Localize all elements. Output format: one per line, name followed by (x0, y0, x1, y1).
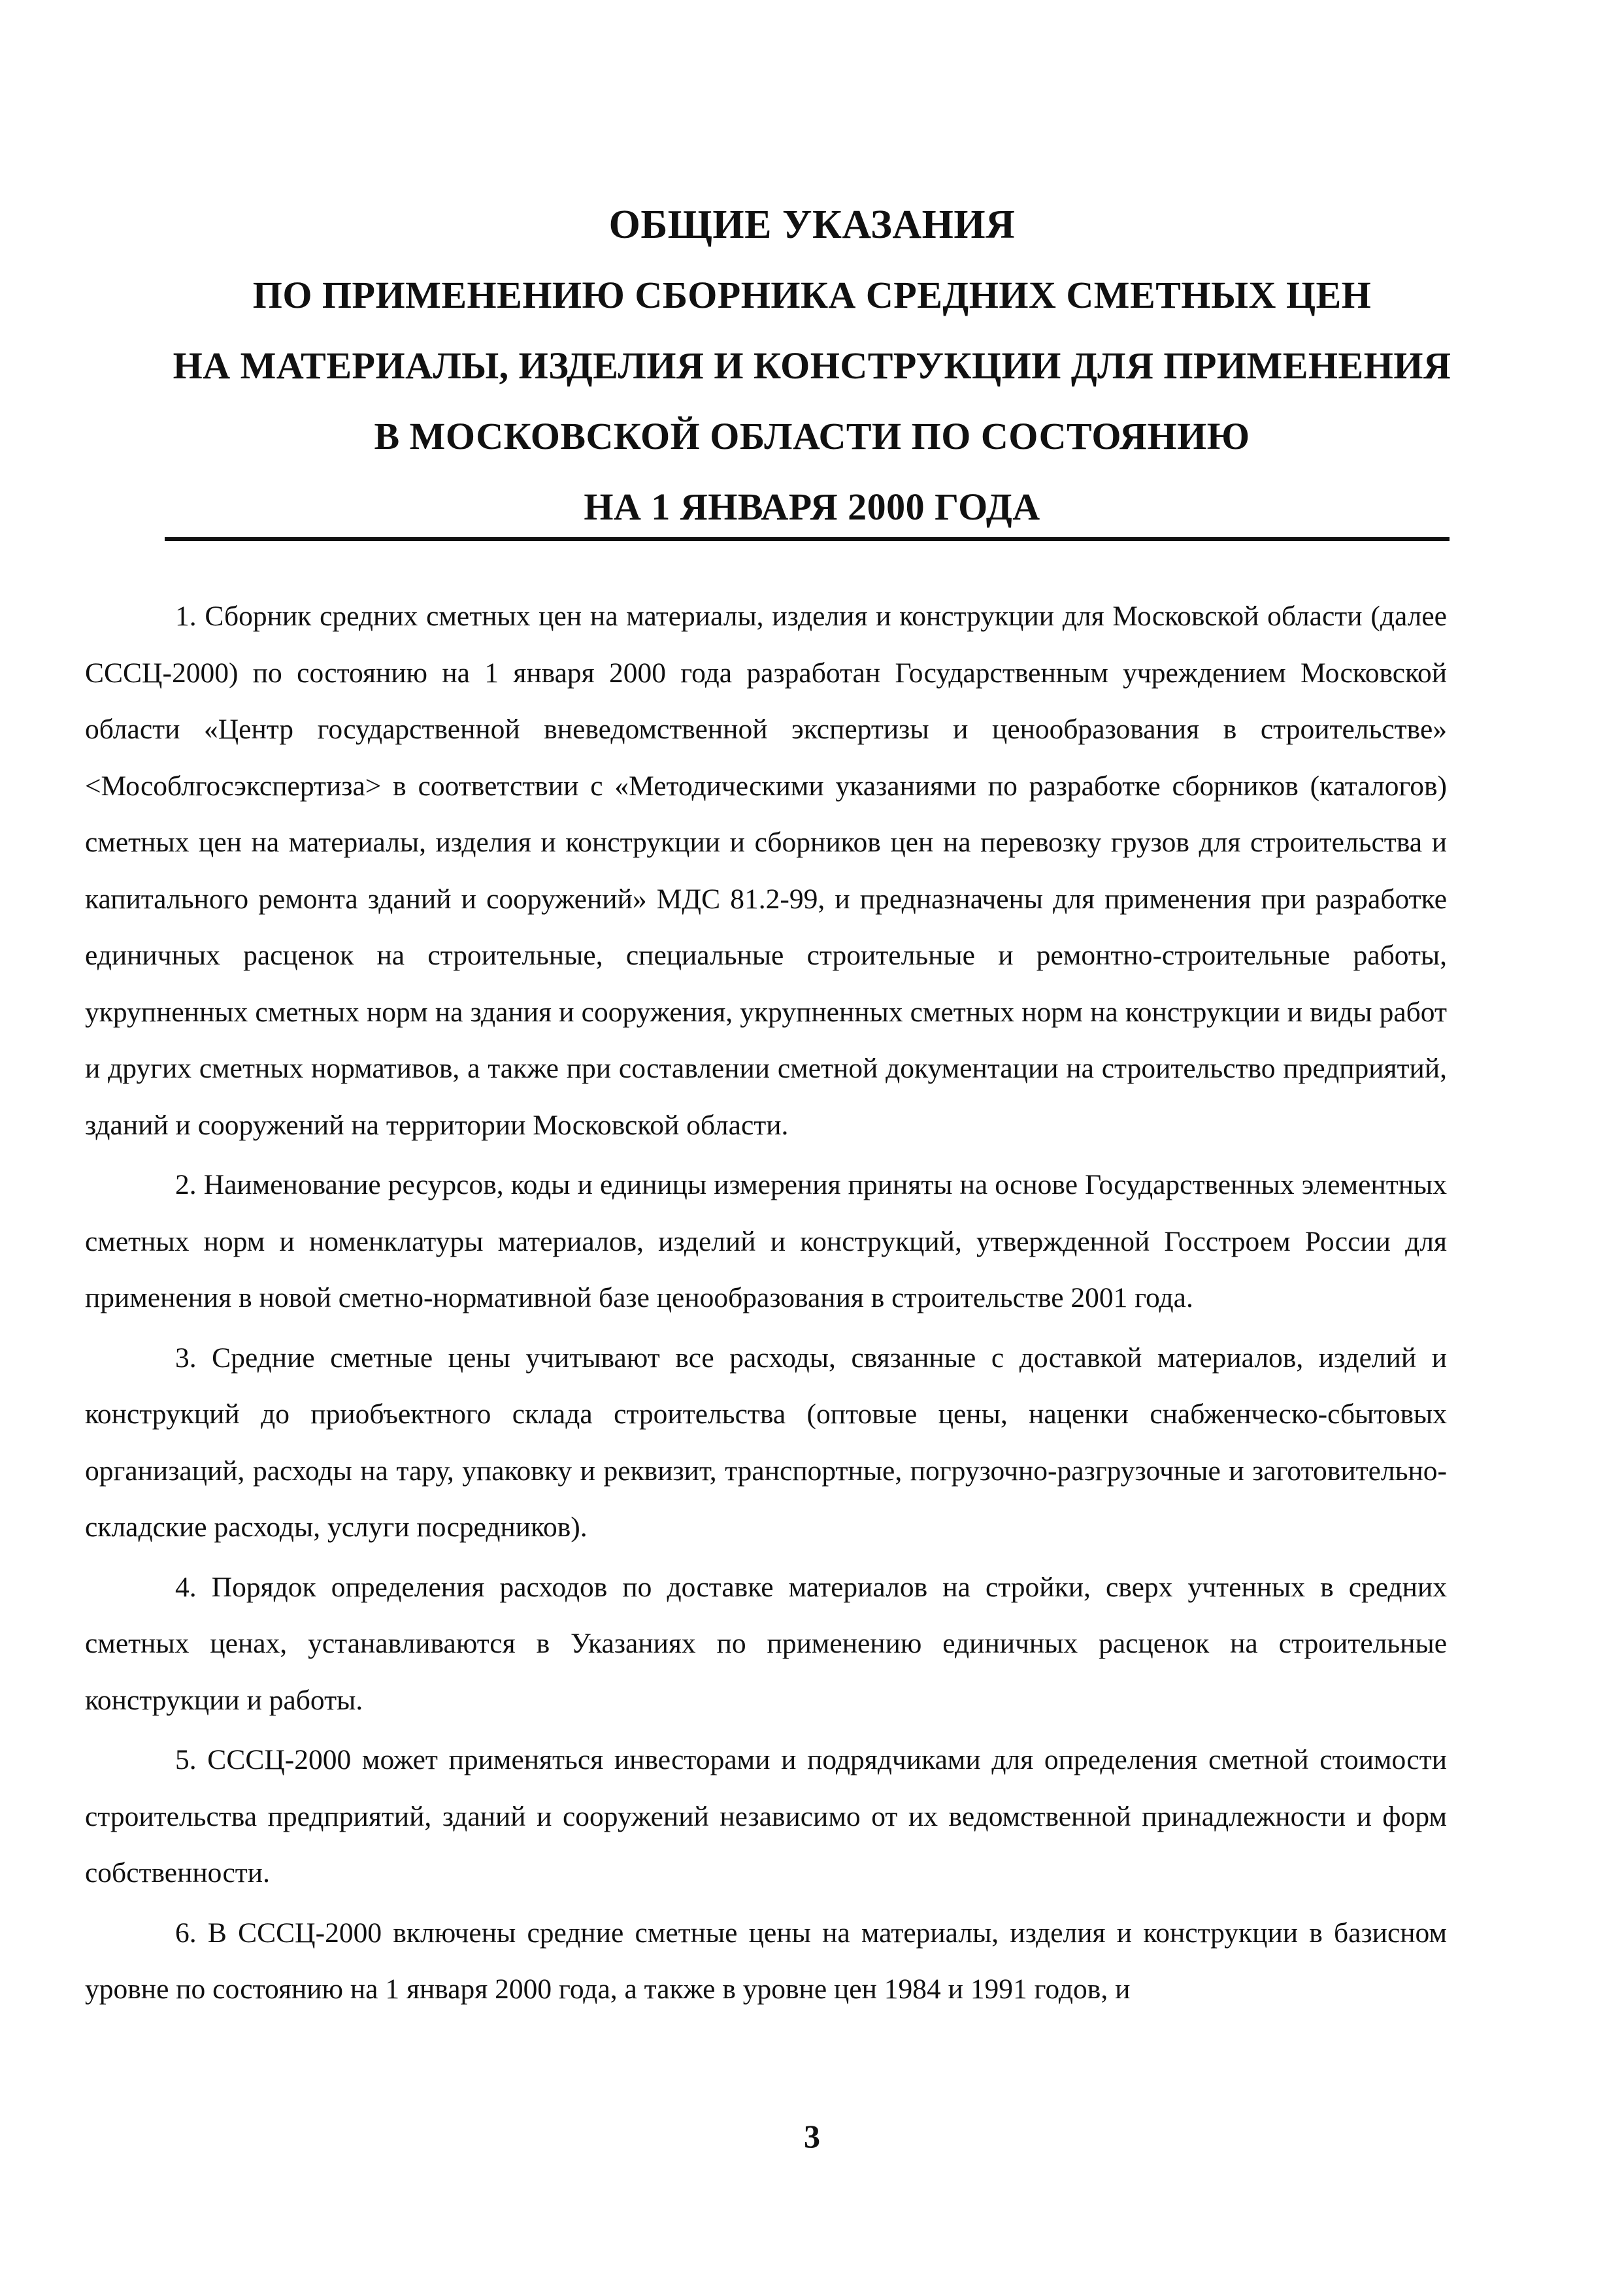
page-number: 3 (804, 2118, 820, 2154)
paragraph-6: 6. В СССЦ-2000 включены средние сметные цены на материалы, изделия и конструкции в базисном уровне по состоянию на 1 января 2000 года, а также в уровне цен 1984 и 1991 годов, и (85, 1917, 1447, 2005)
title-line-3: НА МАТЕРИАЛЫ, ИЗДЕЛИЯ И КОНСТРУКЦИИ ДЛЯ ПРИМЕНЕНИЯ (173, 344, 1451, 387)
document-body (85, 588, 1447, 2021)
title-line-5: НА 1 ЯНВАРЯ 2000 ГОДА (584, 486, 1040, 528)
document-title (131, 190, 1493, 542)
paragraph-1: 1. Сборник средних сметных цен на материалы, изделия и конструкции для Московской области (далее СССЦ-2000) по состоянию на 1 января 2000 года разработан Государственным учреждением Московской области «Центр государственной вневедомственной экспертизы и ценообразования в строительстве» <Мособлгосэкспертиза> в соответствии с «Методическими указаниями по разработке сборников (каталогов) сметных цен на материалы, изделия и конструкции и сборников цен на перевозку грузов для строительства и капитального ремонта зданий и сооружений» МДС 81.2-99, и предназначены для применения при разработке единичных расценок на строительные, специальные строительные и ремонтно-строительные работы, укрупненных сметных норм на здания и сооружения, укрупненных сметных норм на конструкции и виды работ и других сметных нормативов, а также при составлении сметной документации на строительство предприятий, зданий и сооружений на территории Московской области. (85, 601, 1447, 1141)
title-divider (165, 537, 1450, 541)
paragraph-2: 2. Наименование ресурсов, коды и единицы измерения приняты на основе Государственных элементных сметных норм и номенклатуры материалов, изделий и конструкций, утвержденной Госстроем России для применения в новой сметно-нормативной базе ценообразования в строительстве 2001 года. (85, 1169, 1447, 1313)
title-line-1: ОБЩИЕ УКАЗАНИЯ (608, 203, 1016, 247)
paragraph-3: 3. Средние сметные цены учитывают все расходы, связанные с доставкой материалов, изделий и конструкций до приобъектного склада строительства (оптовые цены, наценки снабженческо-сбытовых организаций, расходы на тару, упаковку и реквизит, транспортные, погрузочно-разгрузочные и заготовительно-складские расходы, услуги посредников). (85, 1342, 1447, 1543)
paragraph-5: 5. СССЦ-2000 может применяться инвесторами и подрядчиками для определения сметной стоимости строительства предприятий, зданий и сооружений независимо от их ведомственной принадлежности и форм собственности. (85, 1744, 1447, 1889)
title-line-4: В МОСКОВСКОЙ ОБЛАСТИ ПО СОСТОЯНИЮ (374, 415, 1250, 457)
paragraph-4: 4. Порядок определения расходов по доставке материалов на стройки, сверх учтенных в средних сметных ценах, устанавливаются в Указаниях по применению единичных расценок на строительные конструкции и работы. (85, 1571, 1447, 1716)
title-line-2: ПО ПРИМЕНЕНИЮ СБОРНИКА СРЕДНИХ СМЕТНЫХ ЦЕН (252, 274, 1372, 316)
